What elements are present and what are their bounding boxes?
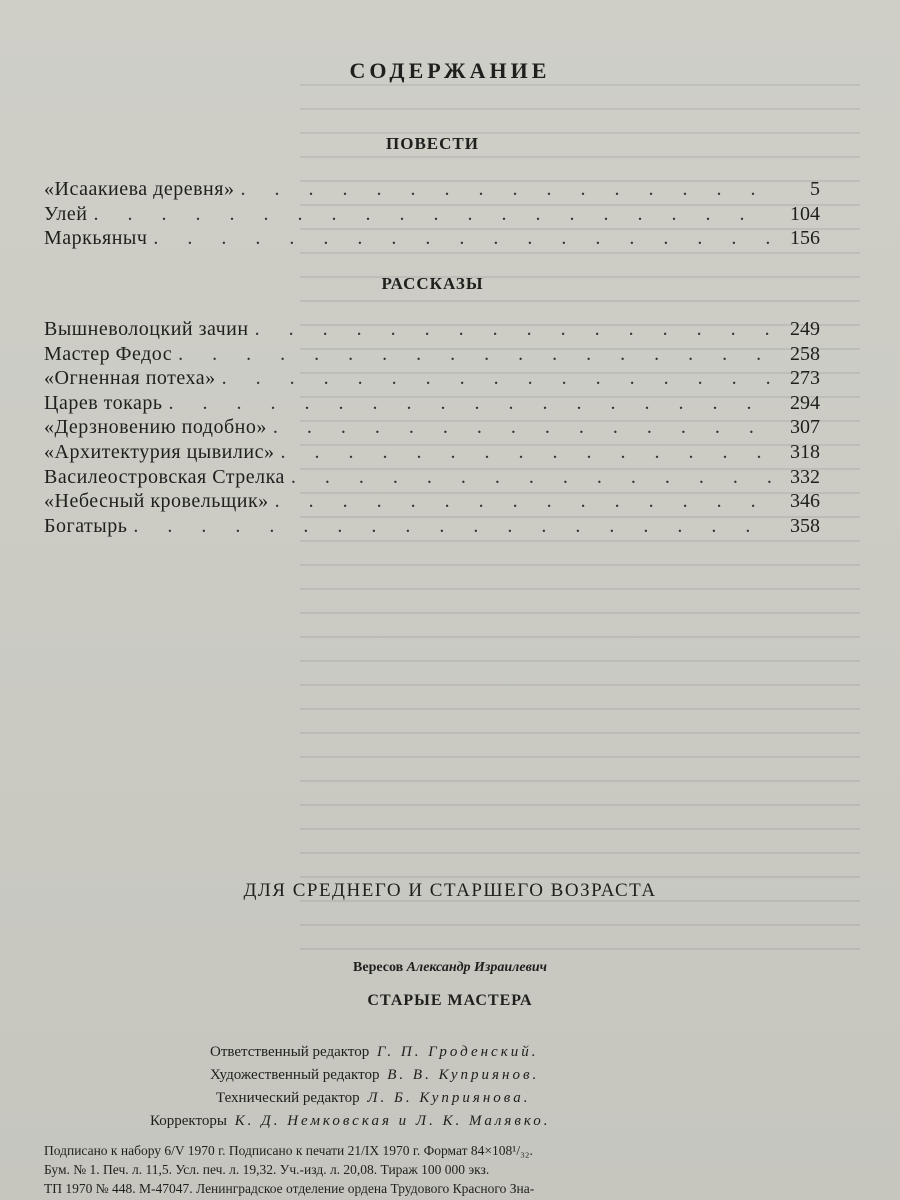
toc-leader-dots xyxy=(273,416,774,439)
toc-entry-page: 318 xyxy=(790,440,820,463)
credit-line xyxy=(140,1090,760,1113)
toc-leader-dots xyxy=(169,392,774,415)
toc-entry[interactable] xyxy=(44,490,820,515)
toc-entry[interactable] xyxy=(44,227,820,252)
toc-entry[interactable] xyxy=(44,392,820,417)
imprint-line: ТП 1970 № 448. М-47047. Ленинградское отделение ордена Трудового Красного Зна- xyxy=(44,1181,535,1196)
credit-person: В. В. Куприянов. xyxy=(387,1067,540,1083)
section-heading-rasskazy: РАССКАЗЫ xyxy=(381,274,484,293)
toc-leader-dots xyxy=(255,318,774,341)
toc-leader-dots xyxy=(275,490,774,513)
toc-entry-page: 273 xyxy=(790,367,820,390)
toc-entry[interactable] xyxy=(44,367,820,392)
toc-entry[interactable] xyxy=(44,515,820,540)
credit-person: Л. Б. Куприянова. xyxy=(367,1090,531,1106)
toc-entry[interactable] xyxy=(44,466,820,491)
toc-entry-page: 307 xyxy=(790,416,820,439)
contents-title: СОДЕРЖАНИЕ xyxy=(349,58,551,83)
toc-entry-title: Вышневолоцкий зачин xyxy=(44,318,249,340)
credit-role: Ответственный редактор xyxy=(210,1044,370,1060)
toc-entry-title: «Архитектурия цывилис» xyxy=(44,440,275,463)
toc-leader-dots xyxy=(280,441,774,464)
credit-line xyxy=(140,1044,760,1067)
toc-leader-dots xyxy=(291,466,774,489)
credit-person: Г. П. Гроденский. xyxy=(377,1044,539,1060)
toc-entry[interactable] xyxy=(44,343,820,368)
toc-entry-page: 156 xyxy=(790,227,820,250)
toc-entry-page: 104 xyxy=(790,202,820,225)
toc-entry-title: «Небесный кровельщик» xyxy=(44,490,269,513)
toc-entry-title: Маркьяныч xyxy=(44,227,148,250)
toc-entry-title: Василеостровская Стрелка xyxy=(44,465,285,488)
toc-entry[interactable] xyxy=(44,441,820,466)
section-heading-povesti: ПОВЕСТИ xyxy=(386,134,479,153)
audience-note: ДЛЯ СРЕДНЕГО И СТАРШЕГО ВОЗРАСТА xyxy=(243,880,657,901)
toc-entry-title: «Огненная потеха» xyxy=(44,367,216,390)
author-name xyxy=(0,960,900,976)
credit-line xyxy=(140,1113,760,1136)
toc-leader-dots xyxy=(178,343,774,366)
author-surname: Вересов xyxy=(353,960,404,975)
toc-entry-page: 294 xyxy=(790,391,820,414)
book-title: СТАРЫЕ МАСТЕРА xyxy=(367,992,533,1009)
toc-entry[interactable] xyxy=(44,203,820,228)
toc-entry[interactable] xyxy=(44,178,820,203)
credit-role: Художественный редактор xyxy=(210,1067,380,1083)
imprint-line: Бум. № 1. Печ. л. 11,5. Усл. печ. л. 19,32. Уч.-изд. л. 20,08. Тираж 100 000 экз. xyxy=(44,1162,490,1177)
toc-leader-dots xyxy=(222,367,774,390)
toc-entry[interactable] xyxy=(44,318,820,343)
toc-entry-title: «Исаакиева деревня» xyxy=(44,178,235,200)
imprint-line: Подписано к набору 6/V 1970 г. Подписано к печати 21/IX 1970 г. Формат 84×108¹/₃₂. xyxy=(44,1143,533,1158)
toc-entry-page: 358 xyxy=(790,514,820,537)
credits-block xyxy=(140,1044,760,1136)
toc-entry-page: 332 xyxy=(790,465,820,488)
toc-rasskazy xyxy=(44,318,820,539)
toc-entry-page: 5 xyxy=(810,178,820,200)
toc-leader-dots xyxy=(153,227,774,250)
toc-entry[interactable] xyxy=(44,416,820,441)
toc-entry-title: Улей xyxy=(44,202,88,225)
toc-entry-title: «Дерзновению подобно» xyxy=(44,416,267,439)
toc-entry-title: Богатырь xyxy=(44,514,128,537)
toc-entry-page: 249 xyxy=(790,318,820,340)
credit-person: К. Д. Немковская и Л. К. Малявко. xyxy=(234,1113,551,1129)
toc-entry-page: 258 xyxy=(790,342,820,365)
toc-leader-dots xyxy=(133,515,774,538)
author-given-names: Александр Израилевич xyxy=(406,960,547,975)
imprint-block xyxy=(44,1141,864,1198)
credit-role: Технический редактор xyxy=(216,1090,360,1106)
toc-leader-dots xyxy=(240,178,774,201)
toc-entry-title: Мастер Федос xyxy=(44,342,173,365)
toc-povesti xyxy=(44,178,820,252)
toc-leader-dots xyxy=(93,203,774,226)
toc-entry-title: Царев токарь xyxy=(44,391,163,414)
toc-entry-page: 346 xyxy=(790,490,820,513)
credit-line xyxy=(140,1067,760,1090)
credit-role: Корректоры xyxy=(150,1113,227,1129)
